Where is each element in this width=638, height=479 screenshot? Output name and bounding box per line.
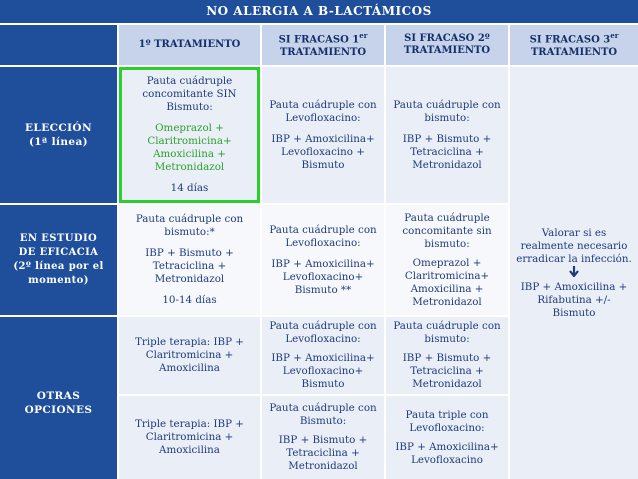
- cell-otras-a-first: Triple terapia: IBP + Claritromicina + Amoxicilina: [119, 317, 260, 394]
- row-header-otras: OTRAS OPCIONES: [0, 317, 117, 479]
- cell-estudio-failure-1: Pauta cuádruple con Levofloxacino: IBP + Amoxicilina+ Levofloxacino+ Bismuto **: [262, 205, 384, 315]
- row-header-eleccion: ELECCIÓN (1ª línea): [0, 67, 117, 203]
- cell-otras-b-failure-1: Pauta cuádruple con Bismuto: IBP + Bismuto + Tetraciclina + Metronidazol: [262, 396, 384, 479]
- table-title: [0, 0, 638, 23]
- corner-cell: [0, 25, 117, 65]
- cell-failure-3-merged: Valorar si es realmente necesario erradicar la infección. IBP + Amoxicilina + Rifabutina +/- Bismuto: [510, 67, 638, 479]
- cell-estudio-first: Pauta cuádruple con bismuto:* IBP + Bismuto + Tetraciclina + Metronidazol 10-14 días: [119, 205, 260, 315]
- table-title-text: NO ALERGIA A B-LACTÁMICOS: [206, 4, 432, 18]
- col-header-failure-1: SI FRACASO 1er TRATAMIENTO: [262, 25, 384, 65]
- col-header-failure-3: SI FRACASO 3er TRATAMIENTO: [510, 25, 638, 65]
- cell-otras-a-failure-2: Pauta cuádruple con bismuto: IBP + Bismuto + Tetraciclina + Metronidazol: [386, 317, 508, 394]
- cell-otras-b-first: Triple terapia: IBP + Claritromicina + Amoxicilina: [119, 396, 260, 479]
- cell-estudio-failure-2: Pauta cuádruple concomitante sin bismuto: Omeprazol + Claritromicina+ Amoxicilina + Metronidazol: [386, 205, 508, 315]
- row-header-estudio: EN ESTUDIO DE EFICACIA (2º línea por el momento): [0, 205, 117, 315]
- cell-eleccion-failure-1: Pauta cuádruple con Levofloxacino: IBP + Amoxicilina+ Levofloxacino + Bismuto: [262, 67, 384, 203]
- cell-eleccion-failure-2: Pauta cuádruple con bismuto: IBP + Bismuto + Tetraciclina + Metronidazol: [386, 67, 508, 203]
- cell-otras-a-failure-1: Pauta cuádruple con Levofloxacino: IBP + Amoxicilina+ Levofloxacino+ Bismuto: [262, 317, 384, 394]
- arrow-down-icon: [569, 266, 579, 281]
- col-header-first-treatment: 1º TRATAMIENTO: [119, 25, 260, 65]
- col-header-failure-2: SI FRACASO 2º TRATAMIENTO: [386, 25, 508, 65]
- cell-eleccion-first: Pauta cuádruple concomitante SIN Bismuto: Omeprazol + Claritromicina+ Amoxicilina + Metronidazol 14 días: [119, 67, 260, 203]
- cell-otras-b-failure-2: Pauta triple con Levofloxacino: IBP + Amoxicilina+ Levofloxacino: [386, 396, 508, 479]
